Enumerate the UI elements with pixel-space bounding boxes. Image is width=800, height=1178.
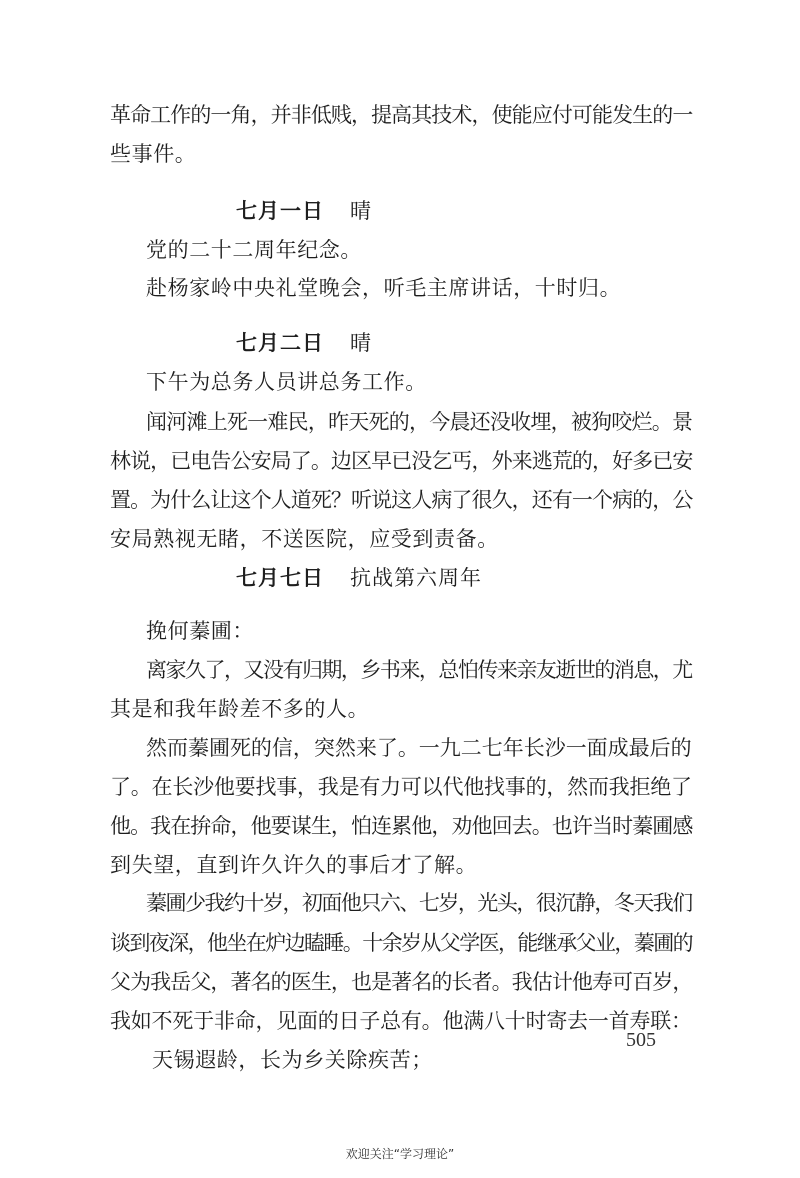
- text-line: 然而蓁圃死的信，突然来了。一九二七年长沙一面成最后的: [146, 736, 692, 760]
- text-line: 谈到夜深，他坐在炉边瞌睡。十余岁从父学医，能继承父业，蓁圃的: [110, 931, 692, 955]
- diary-heading: [236, 196, 372, 226]
- text-line: 天锡遐龄，长为乡关除疾苦；: [152, 1048, 433, 1072]
- heading-date: 七月一日: [236, 199, 324, 223]
- text-line: 我如不死于非命，见面的日子总有。他满八十时寄去一首寿联：: [110, 1009, 692, 1033]
- text-line: 离家久了，又没有归期，乡书来，总怕传来亲友逝世的消息，尤: [146, 658, 692, 682]
- heading-note: 抗战第六周年: [350, 566, 482, 590]
- text-line: 下午为总务人员讲总务工作。: [146, 370, 427, 394]
- text-line: 挽何蓁圃：: [146, 619, 254, 643]
- text-line: 了。在长沙他要找事，我是有力可以代他找事的，然而我拒绝了: [110, 775, 692, 799]
- footer-caption: 欢迎关注“学习理论”: [345, 1147, 455, 1161]
- text-line: 党的二十二周年纪念。: [146, 238, 362, 262]
- text-line: 闻河滩上死一难民，昨天死的，今晨还没收埋，被狗咬烂。景: [146, 410, 693, 434]
- heading-date: 七月二日: [236, 331, 324, 355]
- text-line: 他。我在拚命，他要谋生，怕连累他，劝他回去。也许当时蓁圃感: [110, 814, 693, 838]
- text-line: 置。为什么让这个人道死？听说这人病了很久，还有一个病的，公: [110, 488, 693, 512]
- text-line: 到失望，直到许久许久的事后才了解。: [110, 853, 478, 877]
- text-line: 林说，已电告公安局了。边区早已没乞丐，外来逃荒的，好多已安: [110, 449, 693, 473]
- heading-weather: 晴: [350, 331, 372, 355]
- diary-heading: [236, 328, 372, 358]
- heading-date: 七月七日: [236, 566, 324, 590]
- diary-heading: [236, 563, 482, 593]
- text-line: 父为我岳父，著名的医生，也是著名的长者。我估计他寿可百岁，: [110, 970, 693, 994]
- text-line: 安局熟视无睹，不送医院，应受到责备。: [110, 527, 499, 551]
- text-line: 些事件。: [110, 142, 197, 166]
- text-line: 革命工作的一角，并非低贱，提高其技术，使能应付可能发生的一: [110, 103, 693, 127]
- page-number: 505: [626, 1029, 656, 1051]
- text-line: 其是和我年龄差不多的人。: [110, 697, 370, 721]
- text-line: 蓁圃少我约十岁，初面他只六、七岁，光头，很沉静，冬天我们: [146, 891, 692, 915]
- heading-weather: 晴: [350, 199, 372, 223]
- text-line: 赴杨家岭中央礼堂晚会，听毛主席讲话，十时归。: [146, 276, 622, 300]
